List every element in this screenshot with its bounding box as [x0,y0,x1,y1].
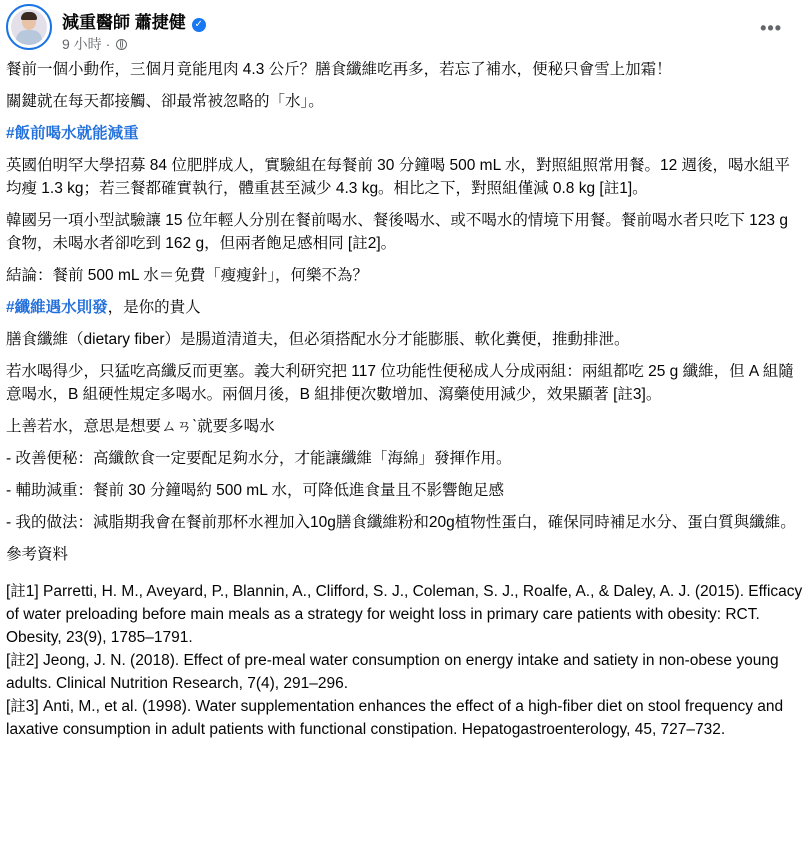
bullet-item: - 改善便秘：高纖飲食一定要配足夠水分，才能讓纖維「海綿」發揮作用。 [6,450,512,467]
paragraph: 上善若水，意思是想要ㄙㄢˋ就要多喝水 [6,418,275,435]
globe-icon [116,39,127,50]
reference-item: [註2] Jeong, J. N. (2018). Effect of pre-meal water consumption on energy intake and satiety in non-obese young adults. Clinical Nutrition Research, 7(4), 291–296. [6,652,779,692]
bullet-item: - 我的做法：減脂期我會在餐前那杯水裡加入10g膳食纖維粉和20g植物性蛋白，確保同時補足水分、蛋白質與纖維。 [6,514,796,531]
post-meta [62,34,127,54]
hashtag-suffix: ，是你的貴人 [107,299,201,316]
paragraph: 關鍵就在每天都接觸、卻最常被忽略的「水」。 [6,93,324,110]
verified-badge-icon: ✓ [192,18,206,32]
hashtag-link[interactable]: #飯前喝水就能減重 [6,125,139,142]
meta-separator: · [105,36,111,52]
references-list [6,580,804,741]
reference-item: [註1] Parretti, H. M., Aveyard, P., Blannin, A., Clifford, S. J., Coleman, S. J., Roalfe, A., & Daley, A. J. (2015). Efficacy of water preloading before main meals as a strategy for weight loss in primary care patients with obesity: RCT. Obesity, 23(9), 1785–1791. [6,583,803,646]
paragraph: 英國伯明罕大學招募 84 位肥胖成人，實驗組在每餐前 30 分鐘喝 500 mL 水，對照組照常用餐。12 週後，喝水組平均瘦 1.3 kg；若三餐都確實執行，體重甚至減少 4.3 kg。相比之下，對照組僅減 0.8 kg [註1]。 [6,157,790,197]
post-header [0,0,810,58]
more-options-icon[interactable]: ••• [760,18,782,38]
paragraph: 韓國另一項小型試驗讓 15 位年輕人分別在餐前喝水、餐後喝水、或不喝水的情境下用餐。餐前喝水者只吃下 123 g 食物，未喝水者卻吃到 162 g，但兩者飽足感相同 [註2]。 [6,212,788,252]
avatar-photo [11,9,47,45]
paragraph: 餐前一個小動作，三個月竟能甩肉 4.3 公斤？膳食纖維吃再多，若忘了補水，便秘只會雪上加霜！ [6,61,672,78]
references-title: 參考資料 [6,546,69,563]
paragraph: 若水喝得少，只猛吃高纖反而更塞。義大利研究把 117 位功能性便秘成人分成兩組：兩組都吃 25 g 纖維，但 A 組隨意喝水，B 組硬性規定多喝水。兩個月後，B 組排便次數增加、瀉藥使用減少，效果顯著 [註3]。 [6,363,794,403]
post-body [0,58,810,741]
reference-item: [註3] Anti, M., et al. (1998). Water supplementation enhances the effect of a high-fiber diet on stool frequency and laxative consumption in adult patients with functional constipation. Hepatogastroenterology, 45, 727–732. [6,698,784,738]
author-name-container [62,8,206,33]
paragraph: 膳食纖維（dietary fiber）是腸道清道夫，但必須搭配水分才能膨脹、軟化糞便，推動排泄。 [6,331,630,348]
post-timestamp[interactable]: 9 小時 [62,36,102,52]
hashtag-link[interactable]: #纖維遇水則發 [6,299,108,316]
paragraph: 結論：餐前 500 mL 水＝免費「瘦瘦針」，何樂不為？ [6,267,368,284]
author-name[interactable]: 減重醫師 蕭捷健 [62,13,186,32]
bullet-item: - 輔助減重：餐前 30 分鐘喝約 500 mL 水，可降低進食量且不影響飽足感 [6,482,505,499]
avatar[interactable] [6,4,52,50]
